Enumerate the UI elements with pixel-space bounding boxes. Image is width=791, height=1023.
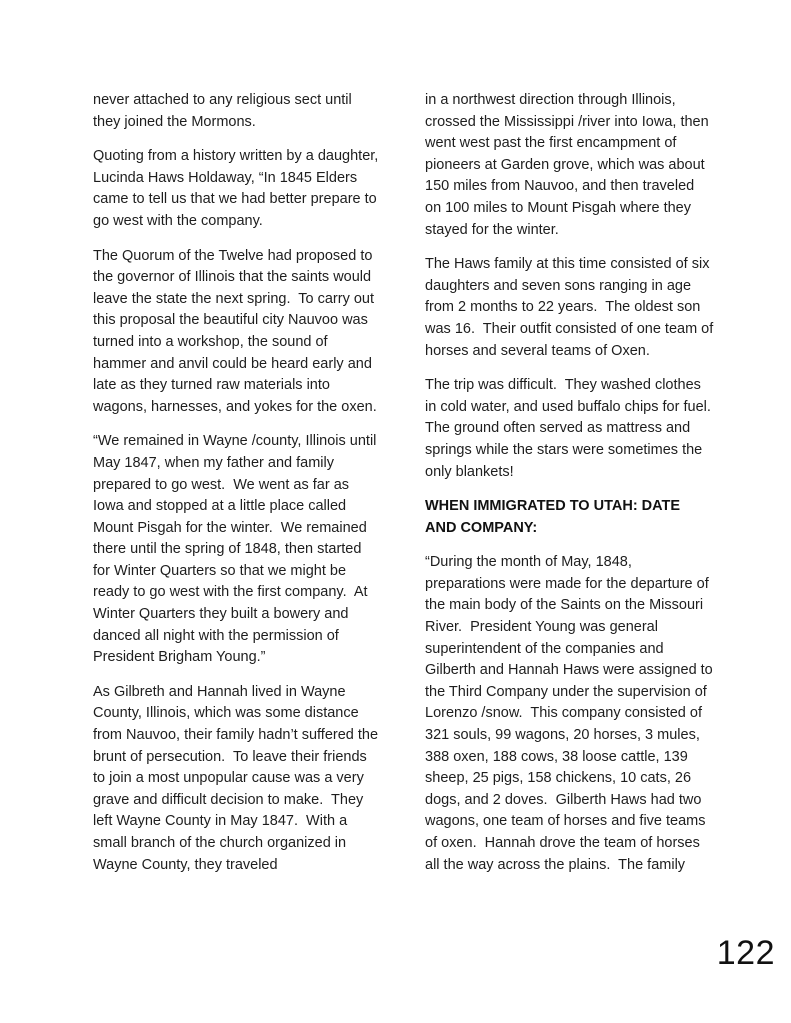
paragraph: “We remained in Wayne /county, Illinois until May 1847, when my father and family prepared to go west. We went as far as Iowa and stopped at a little place called Mount Pisgah for the winter. We remained there until the spring of 1848, then started for Winter Quarters so that we might be ready to go west with the first company. At Winter Quarters they built a bowery and danced all night with the permission of President Brigham Young.” (93, 433, 381, 666)
paragraph: As Gilbreth and Hannah lived in Wayne County, Illinois, which was some distance from Nauvoo, their family hadn’t suffered the brunt of persecution. To leave their friends to join a most unpopular cause was a very grave and difficult decision to make. They left Wayne County in May 1847. With a small branch of the church organized in Wayne County, they traveled (93, 683, 383, 873)
paragraph: Quoting from a history written by a daughter, Lucinda Haws Holdaway, “In 1845 Elders came to tell us that we had better prepare to go west with the company. (93, 148, 383, 229)
paragraph: The trip was difficult. They washed clothes in cold water, and used buffalo chips for fuel. The ground often served as mattress and springs while the stars were sometimes the only blankets! (425, 377, 719, 480)
paragraph: in a northwest direction through Illinois, crossed the Mississippi /river into Iowa, then went west past the first encampment of pioneers at Garden grove, which was about 150 miles from Nauvoo, and then traveled on 100 miles to Mount Pisgah where they stayed for the winter. (425, 92, 713, 238)
paragraph: never attached to any religious sect until they joined the Mormons. (93, 92, 356, 130)
page-number: 122 (716, 934, 775, 972)
right-column (425, 90, 719, 889)
section-heading: WHEN IMMIGRATED TO UTAH: DATE AND COMPANY: (425, 498, 684, 536)
left-column (93, 90, 382, 889)
paragraph: The Quorum of the Twelve had proposed to the governor of Illinois that the saints would leave the state the next spring. To carry out this proposal the beautiful city Nauvoo was turned into a workshop, the sound of hammer and anvil could be heard early and late as they turned raw materials into wagons, harnesses, and yokes for the oxen. (93, 247, 379, 415)
paragraph: The Haws family at this time consisted of six daughters and seven sons ranging in age from 2 months to 22 years. The oldest son was 16. Their outfit consisted of one team of horses and several teams of Oxen. (425, 256, 718, 359)
two-column-text-block (93, 90, 719, 889)
paragraph: “During the month of May, 1848, preparations were made for the departure of the main body of the Saints on the Missouri River. President Young was general superintendent of the companies and Gilberth and Hannah Haws were assigned to the Third Company under the supervision of Lorenzo /snow. This company consisted of 321 souls, 99 wagons, 20 horses, 3 mules, 388 oxen, 188 cows, 38 loose cattle, 139 sheep, 25 pigs, 158 chickens, 10 cats, 26 dogs, and 2 doves. Gilberth Haws had two wagons, one team of horses and five teams of oxen. Hannah drove the team of horses all the way across the plains. The family (425, 554, 717, 873)
